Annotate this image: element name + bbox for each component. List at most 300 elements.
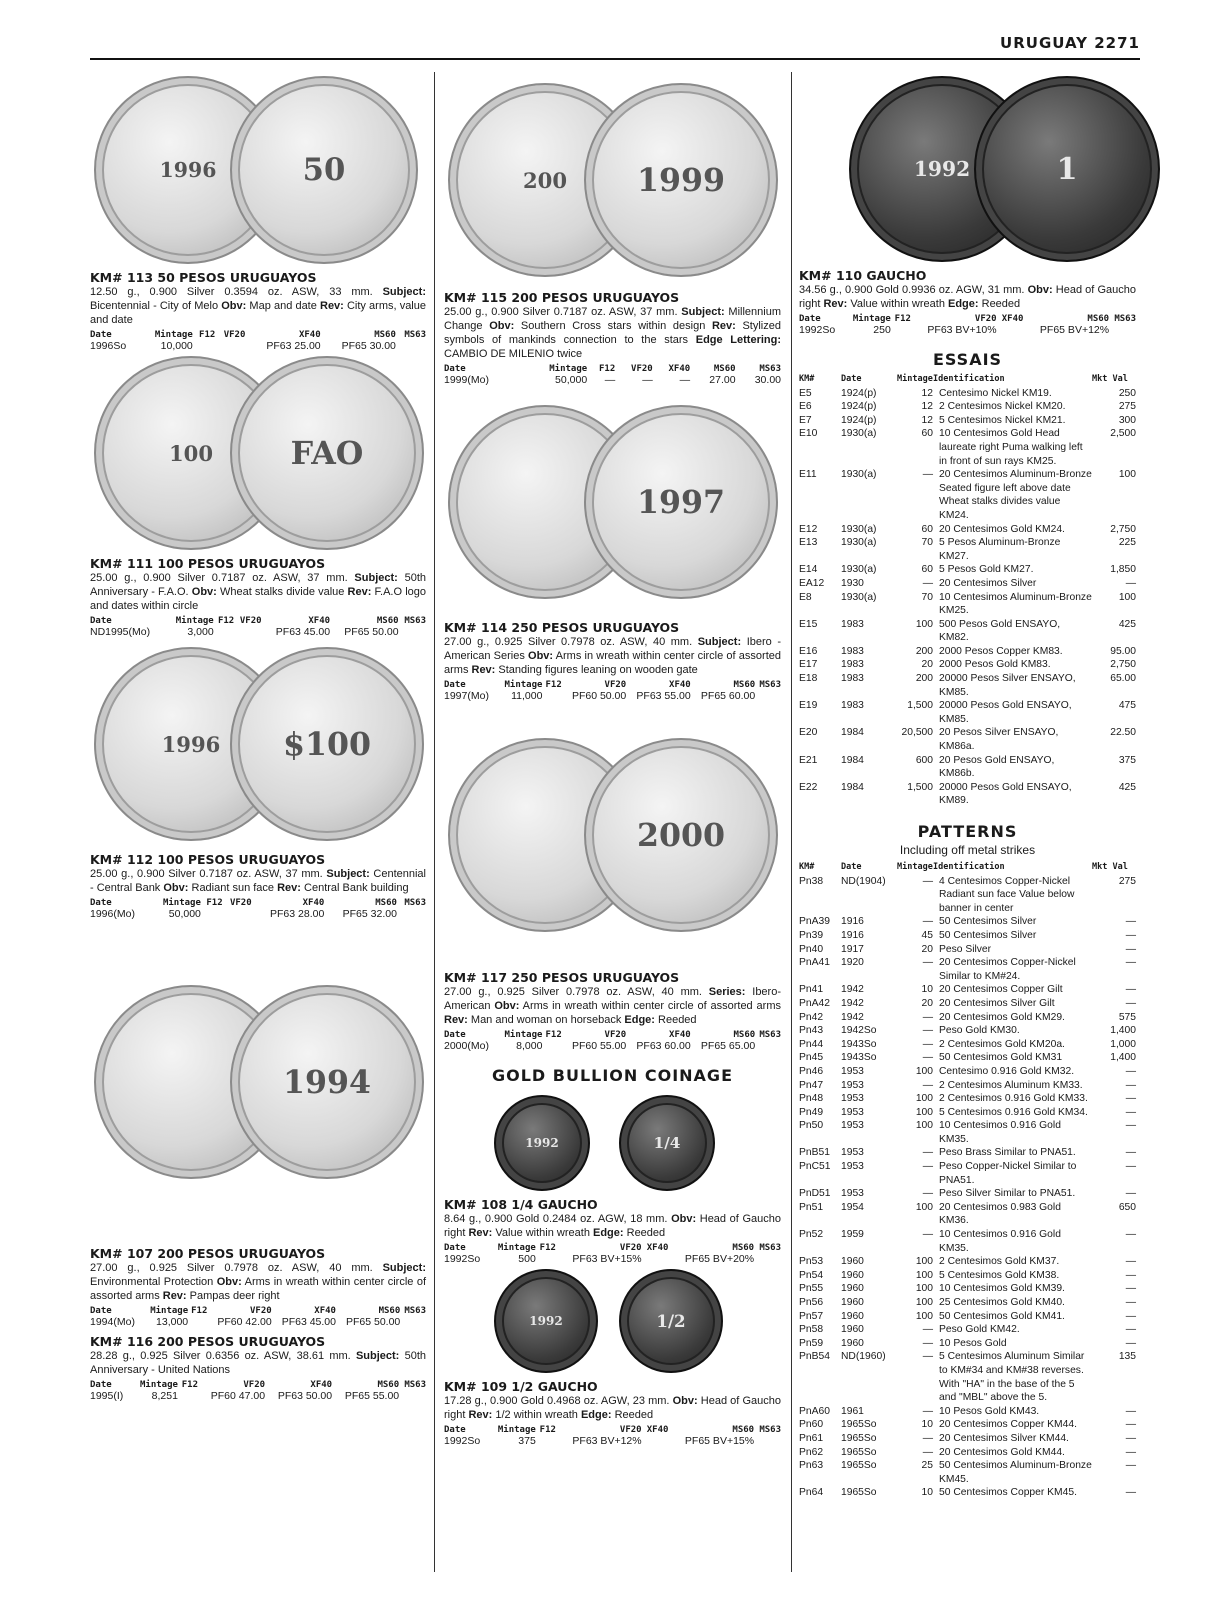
mintage-cell: PF65 60.00 [700,690,756,702]
coin-image [90,638,426,846]
list-cell: 600 [915,754,933,766]
mintage-table [90,1306,426,1328]
mintage-cell: PF65 50.00 [345,1316,401,1328]
description-text: Reeded [654,1014,697,1026]
list-row [799,1350,1136,1404]
list-cell: 1953 [841,1079,864,1091]
list-header-cell: KM# [799,374,815,384]
list-cell: 1924(p) [841,414,877,426]
list-cell: E7 [799,414,812,426]
mintage-cell [223,908,252,920]
list-cell: E11 [799,469,817,481]
mintage-header-cell: Date [799,314,821,324]
list-row [799,1038,1136,1052]
mintage-header-cell: F12 [894,314,911,324]
list-cell: 1917 [841,943,864,955]
list-cell: — [1125,1460,1136,1472]
list-row [799,591,1136,618]
coin-reverse [584,738,778,932]
list-cell: PnA42 [799,997,830,1009]
mintage-cell: PF63 BV+15% [572,1253,642,1265]
list-cell: 20 Centesimos Silver [939,577,1037,589]
mintage-header-cell: Date [90,1380,112,1390]
mintage-cell: 2000(Mo) [444,1040,489,1052]
description-text: 27.00 g., 0.925 Silver 0.7978 oz. ASW, 40 mm. [90,1262,383,1274]
coin-reverse-label: 1 [1056,151,1078,187]
description-text: 25.00 g., 0.900 Silver 0.7187 oz. ASW, 37 mm. [90,868,327,880]
description-text: Stylized symbols of mankinds connection to the stars [444,320,781,346]
list-row [799,956,1136,983]
list-cell: 20 Centesimos Gold KM24. [939,523,1065,535]
list-cell: 100 [915,1310,933,1322]
description-label: Subject: [697,636,742,648]
list-cell: 4 Centesimos Copper-Nickel Radiant sun face Value below banner in center [939,875,1075,914]
list-cell: 50 Centesimos Silver [939,916,1037,928]
description-label: Edge Lettering: [695,334,782,346]
description-label: Obv: [672,1395,698,1407]
list-cell: 10 Centesimos Gold Head laureate right Puma walking left in front of sun rays KM25. [939,428,1083,467]
mintage-cell [997,324,1024,336]
description-text: Value within wreath [492,1227,593,1239]
catalog-entry-title: KM# 112 100 PESOS URUGUAYOS [90,852,326,867]
mintage-header-cell: Date [444,1425,466,1435]
list-row [799,400,1136,414]
mintage-header-cell: MS63 [404,1380,426,1390]
mintage-cell: PF63 25.00 [266,340,321,352]
list-cell: 2,750 [1110,659,1136,671]
mintage-row [444,1435,781,1447]
mintage-header-cell: Mintage [504,1030,543,1040]
mintage-cell: PF60 47.00 [210,1390,266,1402]
list-cell: 375 [1118,754,1136,766]
list-cell: 20 [921,997,933,1009]
mintage-header-cell: VF20 [604,680,627,690]
list-cell: 1983 [841,618,864,630]
mintage-header-cell: MS60 [732,1243,755,1253]
list-cell: PnD51 [799,1188,831,1200]
coin-obverse-label: 1992 [525,1136,559,1150]
list-cell: Pn46 [799,1065,824,1077]
list-cell: 1983 [841,645,864,657]
description-text: Central Bank building [300,882,409,894]
list-cell: — [922,875,933,887]
mintage-header-cell: Mintage [504,680,543,690]
list-cell: — [922,957,933,969]
list-cell: 135 [1118,1351,1136,1363]
mintage-header-cell: Mintage [497,1243,536,1253]
description-label: Subject: [355,1350,400,1362]
coin-image [444,1091,781,1191]
mintage-cell: PF65 BV+15% [684,1435,755,1447]
list-cell: 25 [921,1460,933,1472]
list-cell: 12 [921,401,933,413]
description-text: Standing figures leaning on wooden gate [495,664,698,676]
mintage-row [444,690,781,702]
list-row [799,929,1136,943]
mintage-cell: PF65 50.00 [344,626,399,638]
list-cell: Pn52 [799,1229,824,1241]
coin-image [444,702,781,964]
description-label: Subject: [354,572,398,584]
description-label: Obv: [671,1213,697,1225]
mintage-header-cell: XF40 [669,680,691,690]
list-row [799,1446,1136,1460]
mintage-cell: PF63 45.00 [275,626,331,638]
list-cell: E20 [799,727,818,739]
mintage-header-cell: Date [444,364,466,374]
list-cell: 200 [915,645,933,657]
coin-image [799,72,1136,262]
list-cell: — [922,1052,933,1064]
coin-obverse [494,1095,590,1191]
list-cell: 425 [1118,781,1136,793]
catalog-entry-description [444,985,781,1027]
mintage-header-cell: Mintage [497,1425,536,1435]
mintage-cell: PF65 30.00 [341,340,396,352]
catalog-entry-title: KM# 114 250 PESOS URUGUAYOS [444,620,680,635]
list-cell: — [1125,929,1136,941]
list-cell: — [1125,916,1136,928]
list-cell: 100 [915,1120,933,1132]
list-row [799,1269,1136,1283]
catalog-entry-description [444,305,781,361]
mintage-cell [542,1040,561,1052]
list-cell: 1930(a) [841,428,877,440]
list-cell: Centesimo 0.916 Gold KM32. [939,1065,1075,1077]
list-cell: Pn59 [799,1337,824,1349]
coin-obverse-label: 1996 [159,158,217,182]
list-cell: — [1125,1269,1136,1281]
mintage-header-cell: Date [444,1030,466,1040]
mintage-cell [754,1435,781,1447]
list-cell: 20 Centesimos Aluminum-Bronze Seated figure left above date Wheat stalks divides value KM24. [939,469,1092,521]
mintage-cell [178,1390,198,1402]
list-cell: 5 Centesimos Aluminum Similar to KM#34 and KM#38 reverses. With "HA" in the base of the 5 and "MBL" above the 5. [939,1351,1085,1404]
list-cell: 20,500 [901,727,933,739]
description-text: Ibero-American [444,986,781,1012]
list-cell: 500 Pesos Gold ENSAYO, KM82. [939,618,1061,644]
mintage-cell: PF65 65.00 [700,1040,756,1052]
list-cell: Pn61 [799,1432,824,1444]
description-label: Series: [708,986,746,998]
list-cell: Pn62 [799,1446,824,1458]
list-cell: Pn41 [799,984,824,996]
coin-obverse-label: 1996 [161,731,221,757]
mintage-cell: 1997(Mo) [444,690,489,702]
description-text: 28.28 g., 0.925 Silver 0.6356 oz. ASW, 38.61 mm. [90,1350,356,1362]
catalog-entry-description [444,635,781,677]
mintage-table [444,1425,781,1447]
list-cell: 275 [1118,875,1136,887]
description-text: Arms in wreath within center circle of assorted arms [90,1276,426,1302]
list-title: ESSAIS [932,350,1003,369]
list-cell: E14 [799,564,818,576]
description-text: Wheat stalks divide value [216,586,348,598]
coin-image [444,386,781,614]
mintage-header-cell: XF40 [314,1306,336,1316]
mintage-header-cell: Date [444,1243,466,1253]
page-header [90,32,1140,60]
mintage-cell [755,1040,781,1052]
description-text: 50th Anniversary - F.A.O. [90,572,426,598]
list-row [799,781,1136,808]
mintage-header-cell: MS63 [759,680,781,690]
list-cell: Peso Copper-Nickel Similar to PNA51. [939,1161,1077,1186]
mintage-header-cell: Mintage [154,330,193,340]
list-cell: 65.00 [1110,673,1136,685]
mintage-header-cell: MS63 [404,898,426,908]
list-row [799,1187,1136,1201]
description-text: 17.28 g., 0.900 Gold 0.4968 oz. AGW, 23 mm. [444,1395,673,1407]
list-cell: Pn58 [799,1324,824,1336]
mintage-header-cell: Mintage [140,1380,178,1390]
list-header-cell: Mkt Val [1092,862,1128,872]
list-cell: 60 [921,428,933,440]
list-row [799,427,1136,468]
catalog-entry-title: KM# 115 200 PESOS URUGUAYOS [444,290,680,305]
mintage-row [90,340,426,352]
mintage-table [444,1030,781,1052]
list-cell: 60 [921,523,933,535]
list-cell: — [1125,1093,1136,1105]
description-text: Environmental Protection [90,1276,217,1288]
list-cell: 1960 [841,1337,864,1349]
description-text: 34.56 g., 0.900 Gold 0.9936 oz. AGW, 31 mm. [799,284,1028,296]
description-text: Head of Gaucho right [444,1395,781,1421]
list-cell: 1942So [841,1025,877,1037]
list-row [799,1079,1136,1093]
list-cell: — [922,1446,933,1458]
description-label: Subject: [382,286,426,298]
list-cell: E17 [799,659,818,671]
list-cell: 1984 [841,781,864,793]
list-cell: Peso Brass Similar to PNA51. [939,1147,1076,1159]
mintage-cell [536,1435,556,1447]
list-cell: 1942 [841,997,864,1009]
mintage-table [444,680,781,702]
mintage-cell [642,1435,669,1447]
mintage-cell: 1996(Mo) [90,908,135,920]
list-cell: — [1125,1297,1136,1308]
list-cell: PnB54 [799,1351,830,1363]
mintage-header-cell: F12 [539,1243,556,1253]
list-cell: 10 [921,1487,933,1499]
mintage-cell [188,1316,207,1328]
list-cell: PnA39 [799,916,830,928]
mintage-cell: 1992So [444,1435,481,1447]
list-cell: 2,750 [1110,523,1136,535]
mintage-header-cell: Date [90,616,112,626]
mintage-header-row [90,1380,426,1390]
coin-reverse-label: $100 [282,725,372,763]
mintage-cell [1109,324,1136,336]
catalog-entry-title: KM# 117 250 PESOS URUGUAYOS [444,970,680,985]
list-row [799,997,1136,1011]
description-text: Man and woman on horseback [467,1014,625,1026]
list-cell: — [922,1038,933,1050]
list-cell: 1965So [841,1419,877,1431]
list-cell: 50 Centesimos Silver [939,929,1037,941]
list-header-row [799,373,1136,387]
list-cell: — [922,469,933,481]
description-label: Rev: [347,586,372,598]
list-cell: 2000 Pesos Copper KM83. [939,645,1063,657]
mintage-header-row [90,330,426,340]
list-cell: 100 [915,1093,933,1105]
list-cell: — [1125,1337,1136,1349]
list-cell: — [1125,997,1136,1009]
list-cell: 70 [921,591,933,603]
coin-reverse [230,985,424,1179]
mintage-cell: PF60 42.00 [217,1316,272,1328]
mintage-header-cell: Date [90,1306,112,1316]
list-cell: 200 [915,673,933,685]
description-label: Subject: [382,1262,426,1274]
mintage-cell: 3,000 [187,626,214,638]
mintage-cell: 27.00 [709,374,736,386]
mintage-cell: 30.00 [754,374,781,386]
list-row [799,618,1136,645]
list-row [799,1201,1136,1228]
coin-obverse-label: 1992 [529,1314,563,1328]
list-cell: 100 [915,1256,933,1268]
coin-reverse [584,83,778,277]
list-cell: Peso Gold KM42. [939,1324,1020,1336]
list-cell: Pn63 [799,1460,824,1472]
description-label: Rev: [162,1290,187,1302]
list-row [799,577,1136,591]
mintage-cell: PF65 55.00 [344,1390,400,1402]
description-label: Obv: [494,1000,520,1012]
mintage-cell [193,340,216,352]
list-cell: Pn44 [799,1038,824,1050]
list-cell: — [1125,1487,1136,1499]
mintage-header-cell: Mintage [852,314,891,324]
mintage-cell: PF63 50.00 [277,1390,333,1402]
mintage-header-cell: F12 [199,330,216,340]
list-row [799,1228,1136,1255]
mintage-cell: PF60 50.00 [571,690,627,702]
list-cell: 20 Centesimos Gold KM44. [939,1446,1065,1458]
list-row [799,1065,1136,1079]
list-cell: 1916 [841,929,864,941]
list-header-cell: KM# [799,862,815,872]
list-cell: E8 [799,591,812,603]
list-row [799,1405,1136,1419]
coin-reverse [584,405,778,599]
list-cell: ND(1904) [841,875,886,887]
list-cell: — [1125,1324,1136,1336]
list-row [799,1296,1136,1310]
list-cell: — [922,1011,933,1023]
mintage-header-row [444,1243,781,1253]
list-cell: 1983 [841,700,864,712]
coin-reverse-label: 50 [302,152,346,188]
column-right [799,72,1136,1500]
description-text: City arms, value and date [90,300,426,326]
list-row [799,536,1136,563]
list-row [799,1255,1136,1269]
mintage-header-cell: MS60 [733,680,756,690]
description-label: Rev: [468,1409,493,1421]
list-row [799,983,1136,997]
mintage-header-cell: MS60 [376,616,399,626]
mintage-table [444,1243,781,1265]
mintage-header-cell: F12 [599,364,616,374]
list-cell: 1965So [841,1460,877,1472]
list-row [799,1011,1136,1025]
list-cell: E19 [799,700,818,712]
description-text: Head of Gaucho right [444,1213,781,1239]
description-label: Obv: [1027,284,1053,296]
mintage-header-cell: XF40 [668,364,691,374]
mintage-cell [542,690,561,702]
list-cell: Pn53 [799,1256,824,1268]
list-cell: Pn43 [799,1025,824,1037]
list-row [799,414,1136,428]
list-cell: 20 Centesimos Silver KM44. [939,1432,1069,1444]
list-cell: — [922,1188,933,1200]
list-cell: EA12 [799,577,825,589]
list-header-cell: Identification [933,374,1005,384]
list-cell: 95.00 [1110,645,1136,657]
mintage-header-cell: MS60 [733,1030,756,1040]
list-cell: — [1125,957,1136,969]
catalog-entry-description [444,1212,781,1240]
list-header-cell: Mkt Val [1092,374,1128,384]
mintage-header-row [444,680,781,690]
list-row [799,1282,1136,1296]
mintage-header-cell: XF40 [646,1243,669,1253]
mintage-cell [754,1253,781,1265]
mintage-header-cell: F12 [206,898,223,908]
list-cell: 5 Centesimos Nickel KM21. [939,414,1066,426]
mintage-cell [215,340,245,352]
list-cell: 12 [921,387,933,399]
list-cell: — [1125,1283,1136,1295]
list-cell: Pn49 [799,1106,824,1118]
description-text: 25.00 g., 0.900 Silver 0.7187 oz. ASW, 37 mm. [444,306,682,318]
mintage-table [90,1380,426,1402]
mintage-cell: PF63 28.00 [270,908,325,920]
list-header-row [799,861,1136,875]
list-cell: 20000 Pesos Gold ENSAYO, KM89. [939,781,1072,807]
list-row [799,1418,1136,1432]
list-cell: 1930 [841,577,864,589]
coin-obverse-label: 1992 [913,157,971,181]
list-cell: — [922,1161,933,1173]
mintage-header-cell: MS60 [732,1425,755,1435]
list-cell: Pn42 [799,1011,824,1023]
mintage-row [444,1040,781,1052]
list-cell: Pn51 [799,1201,824,1213]
list-cell: — [1125,1106,1136,1118]
mintage-cell [642,1253,669,1265]
mintage-cell [234,626,261,638]
list-cell: — [1125,1310,1136,1322]
description-label: Rev: [468,1227,493,1239]
mintage-header-cell: MS60 [378,1306,401,1316]
mintage-header-row [90,898,426,908]
list-cell: 575 [1118,1011,1136,1023]
list-cell: 10 [921,984,933,996]
list-cell: E10 [799,428,818,440]
list-cell: E5 [799,387,812,399]
mintage-cell: PF65 BV+20% [684,1253,755,1265]
mintage-header-cell: VF20 [631,364,653,374]
list-cell: 1930(a) [841,469,877,481]
list-cell: 10 Pesos Gold KM43. [939,1405,1040,1417]
